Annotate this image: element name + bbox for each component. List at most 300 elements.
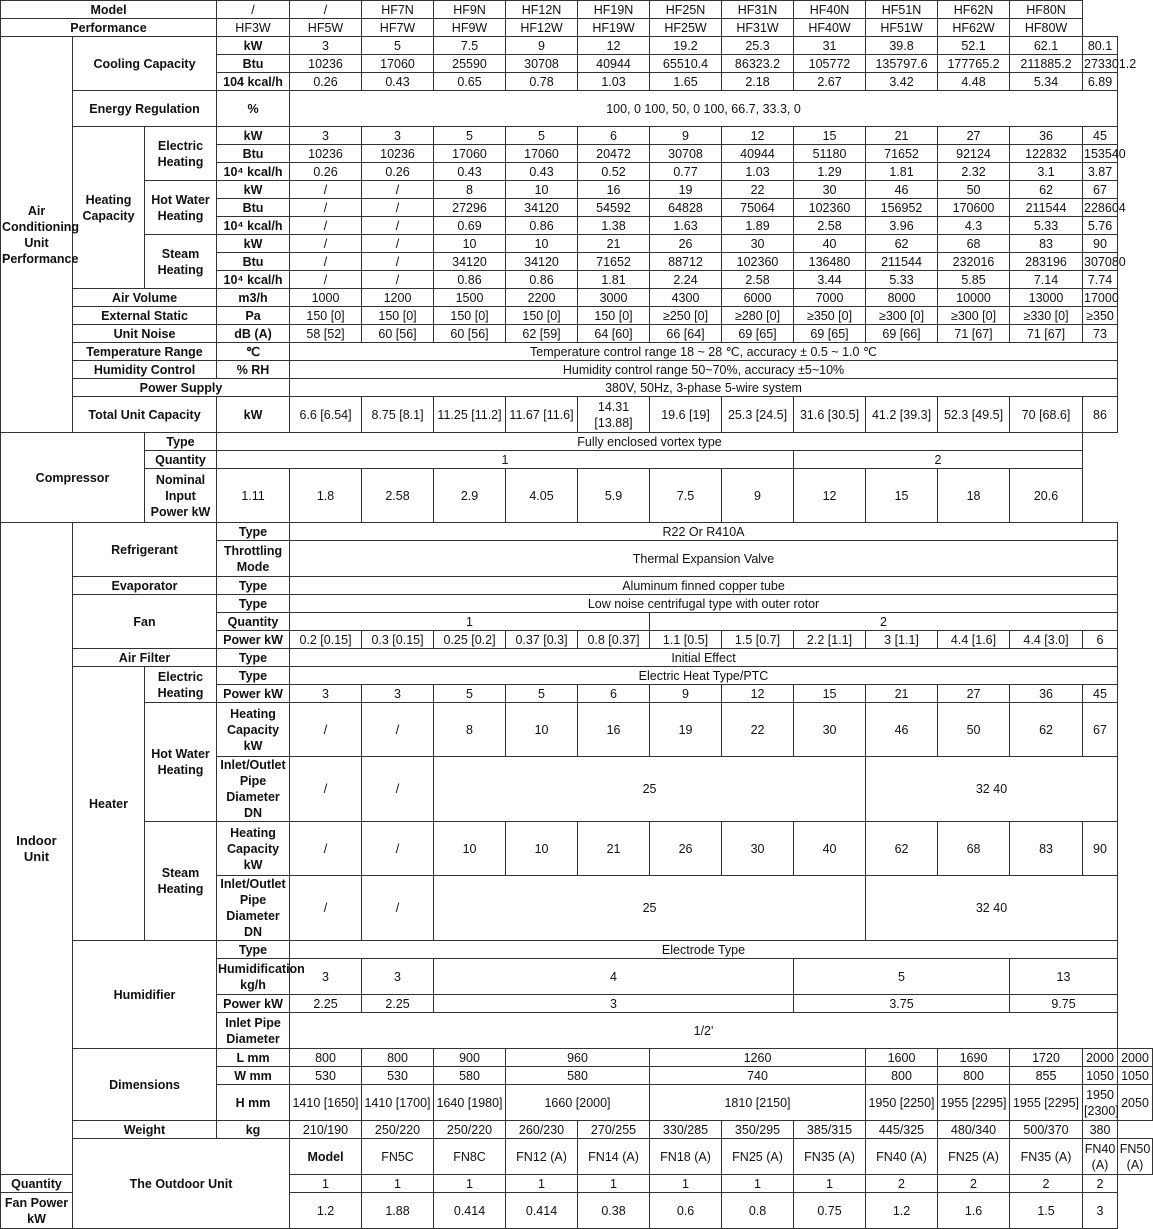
table-cell: 18 <box>938 469 1010 523</box>
table-cell: 19 <box>650 181 722 199</box>
row-label: Weight <box>73 1121 217 1139</box>
row-label: 10⁴ kcal/h <box>217 163 290 181</box>
table-cell: 150 [0] <box>434 307 506 325</box>
table-cell: 4.3 <box>938 217 1010 235</box>
performance-model: HF5W <box>290 19 362 37</box>
row-label: Humidifier <box>73 941 217 1049</box>
table-cell: 3 <box>362 959 434 995</box>
table-cell: 2050 <box>1118 1085 1153 1121</box>
table-cell: / <box>362 253 434 271</box>
table-cell: 445/325 <box>866 1121 938 1139</box>
table-row <box>1 379 1153 397</box>
row-label: The Outdoor Unit <box>73 1139 290 1229</box>
row-label: Type <box>217 523 290 541</box>
table-cell: 10 <box>506 181 578 199</box>
table-cell: 2 <box>866 1175 938 1193</box>
table-cell: 17000 <box>1084 290 1119 305</box>
table-cell: 1.8 <box>290 469 362 523</box>
table-cell: 21 <box>578 822 650 876</box>
table-cell: 3000 <box>578 289 650 307</box>
table-cell: 21 <box>578 235 650 253</box>
table-cell: 5 <box>506 685 578 703</box>
table-row <box>1 822 1153 840</box>
table-cell: 5.34 <box>1010 73 1083 91</box>
table-cell: Electric Heat Type/PTC <box>290 667 1118 685</box>
table-row <box>1 1049 1153 1067</box>
row-label: ℃ <box>217 343 290 361</box>
table-cell: 20.6 <box>1010 469 1083 523</box>
table-cell: Temperature control range 18 ~ 28 ℃, accuracy ± 0.5 ~ 1.0 ℃ <box>290 343 1118 361</box>
table-cell: 8000 <box>866 289 938 307</box>
table-cell: 11.67 [11.6] <box>506 397 578 433</box>
table-cell: 380V, 50Hz, 3-phase 5-wire system <box>290 379 1118 397</box>
table-row <box>1 91 1153 127</box>
row-label: Type <box>217 941 290 959</box>
table-cell: 71652 <box>866 145 938 163</box>
row-label: Dimensions <box>73 1049 217 1121</box>
table-cell: 1410 [1650] <box>290 1085 362 1121</box>
table-cell: 69 [65] <box>794 325 866 343</box>
performance-model: HF12W <box>506 19 578 37</box>
table-cell: 6 <box>578 127 650 145</box>
table-cell: 135797.6 <box>866 55 938 73</box>
table-cell: 307080 <box>1084 254 1126 269</box>
table-cell: 3 [1.1] <box>866 631 938 649</box>
row-label: Btu <box>217 145 290 163</box>
table-cell: ≥330 [0] <box>1010 307 1083 325</box>
table-cell: 8.75 [8.1] <box>362 397 434 433</box>
row-label: H mm <box>217 1085 290 1121</box>
table-cell: 0.78 <box>506 73 578 91</box>
row-label: dB (A) <box>217 325 290 343</box>
table-cell: / <box>362 271 434 289</box>
table-cell: 22 <box>722 181 794 199</box>
table-cell: 1720 <box>1010 1049 1083 1067</box>
table-cell: 2.25 <box>362 995 434 1013</box>
table-cell: 1.65 <box>650 73 722 91</box>
table-cell: / <box>290 199 362 217</box>
table-cell: FN12 (A) <box>506 1139 578 1175</box>
table-cell: 122832 <box>1010 145 1083 163</box>
table-cell: 1410 [1700] <box>362 1085 434 1121</box>
performance-model: HF62W <box>938 19 1010 37</box>
table-cell: ≥250 [0] <box>650 307 722 325</box>
table-cell: 2.58 <box>794 217 866 235</box>
table-cell: 90 <box>1083 235 1118 253</box>
table-cell: FN40 (A) <box>866 1139 938 1175</box>
table-cell: 17060 <box>434 145 506 163</box>
table-cell: 40944 <box>578 55 650 73</box>
table-cell: ≥300 [0] <box>866 307 938 325</box>
table-cell: 1260 <box>650 1049 866 1067</box>
row-label: 10⁴ kcal/h <box>217 271 290 289</box>
row-label: Hot Water Heating <box>145 181 217 235</box>
table-cell: 40 <box>794 822 866 876</box>
row-label: Heating Capacity <box>73 127 145 289</box>
table-cell: 10 <box>434 235 506 253</box>
table-cell: 3 <box>434 995 794 1013</box>
table-cell: 0.414 <box>434 1193 506 1229</box>
table-cell: 0.3 [0.15] <box>362 631 434 649</box>
row-label: Energy Regulation <box>73 91 217 127</box>
table-cell: 62 <box>866 235 938 253</box>
table-row <box>1 577 1153 595</box>
table-cell: 73 <box>1083 325 1118 343</box>
table-cell: 211544 <box>866 253 938 271</box>
table-cell: 1 <box>362 1175 434 1193</box>
table-cell: 71652 <box>578 253 650 271</box>
row-label: % <box>217 91 290 127</box>
model-name: HF62N <box>938 1 1010 19</box>
row-label: Electric Heating <box>145 667 217 703</box>
row-label: Heater <box>73 667 145 941</box>
table-cell: 2.58 <box>362 469 434 523</box>
table-cell: 3.87 <box>1083 163 1118 181</box>
table-cell: 1 <box>506 1175 578 1193</box>
table-cell: 800 <box>938 1067 1010 1085</box>
table-cell: 232016 <box>938 253 1010 271</box>
model-header: Model <box>1 1 217 19</box>
table-cell: 3 <box>290 685 362 703</box>
table-cell: 7.74 <box>1083 271 1118 289</box>
table-cell: 250/220 <box>362 1121 434 1139</box>
table-cell: 36 <box>1010 127 1083 145</box>
table-cell: ≥350 [0] <box>794 307 866 325</box>
row-label: Air Conditioning Unit Performance <box>1 37 73 433</box>
table-cell: 60 [56] <box>434 325 506 343</box>
table-cell: 1955 [2295] <box>1010 1085 1083 1121</box>
table-row <box>1 307 1153 325</box>
table-cell: 6 <box>578 685 650 703</box>
table-cell: Fully enclosed vortex type <box>217 433 1083 451</box>
table-cell: 5.85 <box>938 271 1010 289</box>
table-row <box>1 325 1153 343</box>
table-cell: 1/2' <box>290 1013 1118 1049</box>
table-row <box>1 127 1153 145</box>
table-cell: 10 <box>434 822 506 876</box>
table-cell: 5.76 <box>1083 217 1118 235</box>
model-name: / <box>290 1 362 19</box>
table-cell: 0.8 [0.37] <box>578 631 650 649</box>
row-label: Humidity Control <box>73 361 217 379</box>
table-cell: 1.03 <box>578 73 650 91</box>
table-cell: 70 [68.6] <box>1010 397 1083 433</box>
table-cell: FN5C <box>362 1139 434 1175</box>
table-cell: 21 <box>866 127 938 145</box>
row-label: Heating Capacity kW <box>217 703 290 757</box>
table-cell: 156952 <box>866 199 938 217</box>
table-cell: 0.37 [0.3] <box>506 631 578 649</box>
row-label: Evaporator <box>73 577 217 595</box>
model-name: HF51N <box>866 1 938 19</box>
table-cell: 17060 <box>506 145 578 163</box>
table-cell: 62.1 <box>1010 37 1083 55</box>
table-row <box>1 289 1153 307</box>
table-cell: 36 <box>1010 685 1083 703</box>
table-cell: 1600 <box>866 1049 938 1067</box>
table-row <box>1 1139 1153 1157</box>
table-cell: / <box>290 253 362 271</box>
row-label: Btu <box>217 55 290 73</box>
row-label: Electric Heating <box>145 127 217 181</box>
table-cell: 3.42 <box>866 73 938 91</box>
table-cell: 45 <box>1083 685 1118 703</box>
table-cell: 9 <box>722 469 794 523</box>
row-label: Model <box>290 1139 362 1175</box>
table-row <box>1 451 1153 469</box>
table-cell: 1.29 <box>794 163 866 181</box>
table-cell: 64 [60] <box>578 325 650 343</box>
table-cell: 1950 [2250] <box>866 1085 938 1121</box>
table-cell: 0.75 <box>794 1193 866 1229</box>
table-cell: 2.32 <box>938 163 1010 181</box>
model-name: HF80N <box>1010 1 1083 19</box>
row-label: Power kW <box>217 685 290 703</box>
table-cell: 580 <box>506 1067 650 1085</box>
row-label: Inlet Pipe Diameter <box>217 1013 290 1049</box>
table-cell: 5 <box>794 959 1010 995</box>
table-cell: 0.77 <box>650 163 722 181</box>
table-cell: 22 <box>722 703 794 757</box>
table-cell: 1 <box>290 613 650 631</box>
table-cell: 1.03 <box>722 163 794 181</box>
row-label: 104 kcal/h <box>217 73 290 91</box>
table-cell: / <box>290 822 362 876</box>
table-cell: 40944 <box>722 145 794 163</box>
table-cell: / <box>290 235 362 253</box>
table-cell: 228604 <box>1084 200 1126 215</box>
table-cell: 92124 <box>938 145 1010 163</box>
table-cell: 0.69 <box>434 217 506 235</box>
table-cell: 83 <box>1010 235 1083 253</box>
table-cell: FN8C <box>434 1139 506 1175</box>
performance-model: HF40W <box>794 19 866 37</box>
table-cell: 2.18 <box>722 73 794 91</box>
table-cell: 102360 <box>794 199 866 217</box>
table-cell: 69 [65] <box>722 325 794 343</box>
table-cell: 67 <box>1083 181 1118 199</box>
table-cell: 68 <box>938 822 1010 876</box>
table-cell: 4.4 [1.6] <box>938 631 1010 649</box>
table-cell: 500/370 <box>1010 1121 1083 1139</box>
row-label: Temperature Range <box>73 343 217 361</box>
table-cell: 1 <box>722 1175 794 1193</box>
table-cell: 12 <box>578 37 650 55</box>
table-cell: 3.75 <box>794 995 1010 1013</box>
table-cell: 2000 <box>1083 1049 1118 1067</box>
table-row <box>1 361 1153 379</box>
table-cell: 5 <box>434 127 506 145</box>
row-label: Power kW <box>217 631 290 649</box>
table-cell: 34120 <box>506 253 578 271</box>
table-cell: 10000 <box>938 289 1010 307</box>
row-label: kW <box>217 397 290 433</box>
table-cell: 273301.2 <box>1084 56 1137 71</box>
table-cell: 26 <box>650 822 722 876</box>
table-cell: 1500 <box>434 289 506 307</box>
table-cell: 10236 <box>290 55 362 73</box>
table-cell: 1 <box>217 451 794 469</box>
table-cell: ≥350 <box>1083 307 1118 325</box>
row-label: Heating Capacity kW <box>217 822 290 876</box>
table-cell: 1.2 <box>866 1193 938 1229</box>
table-cell: 1.1 [0.5] <box>650 631 722 649</box>
model-name: HF12N <box>506 1 578 19</box>
row-label: Quantity <box>1 1175 73 1193</box>
table-cell: 15 <box>794 685 866 703</box>
table-cell: 21 <box>866 685 938 703</box>
table-cell: 5.33 <box>866 271 938 289</box>
table-cell: 4.4 [3.0] <box>1010 631 1083 649</box>
table-cell: 46 <box>866 703 938 757</box>
row-label: Type <box>217 667 290 685</box>
table-cell: 66 [64] <box>650 325 722 343</box>
table-cell: 330/285 <box>650 1121 722 1139</box>
table-row <box>1 703 1153 721</box>
table-cell: 10 <box>506 822 578 876</box>
table-cell: 14.31 [13.88] <box>578 397 650 433</box>
table-cell: FN40 (A) <box>1083 1139 1118 1175</box>
model-name: HF25N <box>650 1 722 19</box>
table-cell: 0.26 <box>362 163 434 181</box>
table-cell: 7.14 <box>1010 271 1083 289</box>
row-label: L mm <box>217 1049 290 1067</box>
table-cell: 27 <box>938 127 1010 145</box>
table-cell: 0.86 <box>506 271 578 289</box>
table-cell: 1 <box>650 1175 722 1193</box>
table-cell: 11.25 [11.2] <box>434 397 506 433</box>
table-cell: 16 <box>578 703 650 757</box>
table-cell: 10 <box>506 235 578 253</box>
table-cell: 385/315 <box>794 1121 866 1139</box>
table-cell: 100, 0 100, 50, 0 100, 66.7, 33.3, 0 <box>290 91 1118 127</box>
table-cell: 4.05 <box>506 469 578 523</box>
table-cell: 1050 <box>1083 1067 1118 1085</box>
table-cell: 1.5 [0.7] <box>722 631 794 649</box>
table-cell: 2000 <box>1118 1049 1153 1067</box>
table-cell: Low noise centrifugal type with outer rotor <box>290 595 1118 613</box>
table-cell: 27 <box>938 685 1010 703</box>
header-row-performance <box>1 19 1153 37</box>
table-cell: 80.1 <box>1083 37 1118 55</box>
table-cell: 5.9 <box>578 469 650 523</box>
table-cell: 1 <box>794 1175 866 1193</box>
table-cell: 10236 <box>290 145 362 163</box>
table-cell: 0.6 <box>650 1193 722 1229</box>
table-cell: 1 <box>434 1175 506 1193</box>
model-name: HF19N <box>578 1 650 19</box>
model-name: HF40N <box>794 1 866 19</box>
table-cell: 13 <box>1010 959 1118 995</box>
table-row <box>1 397 1153 433</box>
row-label: Fan <box>73 595 217 649</box>
table-cell: 2.58 <box>722 271 794 289</box>
table-cell: Humidity control range 50~70%, accuracy ±5~10% <box>290 361 1118 379</box>
table-cell: 0.86 <box>434 271 506 289</box>
table-cell: 52.1 <box>938 37 1010 55</box>
row-label: Hot Water Heating <box>145 703 217 822</box>
table-cell: 1 <box>290 1175 362 1193</box>
table-cell: 250/220 <box>434 1121 506 1139</box>
row-label: Nominal Input Power kW <box>145 469 217 523</box>
table-cell: 960 <box>506 1049 650 1067</box>
table-cell: / <box>290 181 362 199</box>
table-cell: 7000 <box>794 289 866 307</box>
row-label: Quantity <box>145 451 217 469</box>
table-cell: / <box>362 822 434 876</box>
table-cell: 3 <box>1083 1193 1118 1229</box>
model-name: / <box>217 1 290 19</box>
table-cell: 32 40 <box>866 876 1118 941</box>
table-cell: 58 [52] <box>290 325 362 343</box>
table-cell: 40 <box>794 235 866 253</box>
row-label: W mm <box>217 1067 290 1085</box>
table-cell: 5 <box>362 37 434 55</box>
table-cell: 211544 <box>1010 199 1083 217</box>
table-cell: 283196 <box>1010 253 1083 271</box>
table-cell: / <box>290 217 362 235</box>
table-cell: 102360 <box>722 253 794 271</box>
row-label: Type <box>217 577 290 595</box>
table-cell: 1.63 <box>650 217 722 235</box>
table-cell: 64828 <box>650 199 722 217</box>
table-cell: 2.25 <box>290 995 362 1013</box>
table-cell: 1660 [2000] <box>506 1085 650 1121</box>
table-cell: 2 <box>794 451 1083 469</box>
row-label: Indoor Unit <box>1 523 73 1175</box>
performance-model: HF25W <box>650 19 722 37</box>
table-cell: 1000 <box>290 289 362 307</box>
table-cell: 32 40 <box>866 757 1118 822</box>
table-cell: 60 [56] <box>362 325 434 343</box>
table-cell: 1.88 <box>362 1193 434 1229</box>
table-cell: 136480 <box>794 253 866 271</box>
table-cell: 1690 <box>938 1049 1010 1067</box>
table-cell: 3.96 <box>866 217 938 235</box>
row-label: Type <box>217 595 290 613</box>
table-cell: 1200 <box>362 289 434 307</box>
table-cell: 153540 <box>1084 146 1126 161</box>
table-row <box>1 941 1153 959</box>
table-row <box>1 667 1153 685</box>
table-cell: 1.38 <box>578 217 650 235</box>
model-name: HF9N <box>434 1 506 19</box>
row-label: kW <box>217 37 290 55</box>
table-cell: / <box>362 199 434 217</box>
table-row <box>1 235 1153 253</box>
row-label: Inlet/Outlet Pipe Diameter DN <box>217 757 290 822</box>
table-cell: 2 <box>650 613 1118 631</box>
table-cell: 8 <box>434 703 506 757</box>
table-cell: 10236 <box>362 145 434 163</box>
table-cell: 740 <box>650 1067 866 1085</box>
table-cell: 62 <box>1010 181 1083 199</box>
table-cell: FN18 (A) <box>650 1139 722 1175</box>
table-cell: 2200 <box>506 289 578 307</box>
table-row <box>1 469 1153 523</box>
table-cell: ≥280 [0] <box>722 307 794 325</box>
table-cell: Electrode Type <box>290 941 1118 959</box>
table-cell: 3 <box>290 959 362 995</box>
table-cell: 17060 <box>362 55 434 73</box>
table-cell: 150 [0] <box>578 307 650 325</box>
row-label: Total Unit Capacity <box>73 397 217 433</box>
table-cell: 0.414 <box>506 1193 578 1229</box>
table-cell: 1.81 <box>866 163 938 181</box>
table-cell: 71 [67] <box>938 325 1010 343</box>
table-cell: 30708 <box>506 55 578 73</box>
table-cell: 1.5 <box>1010 1193 1083 1229</box>
